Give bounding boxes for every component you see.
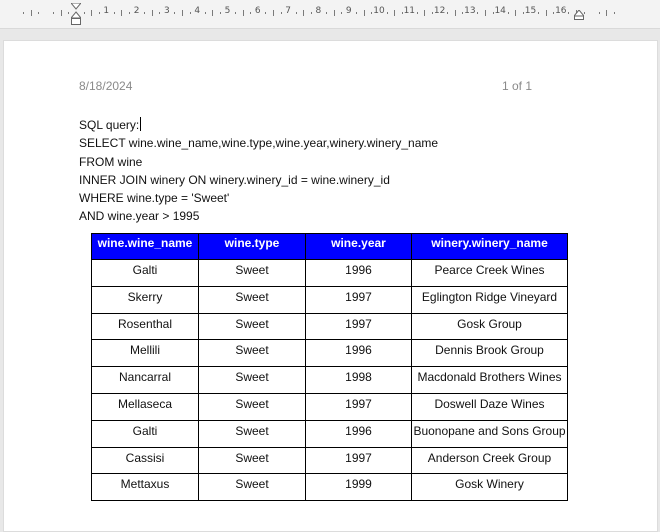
ruler-number: 11 — [403, 6, 416, 16]
ruler-tick — [341, 12, 342, 14]
table-cell: Pearce Creek Wines — [412, 260, 568, 287]
text-cursor — [140, 117, 141, 131]
ruler-tick — [538, 12, 539, 14]
table-cell: 1996 — [306, 420, 412, 447]
column-header: wine.wine_name — [92, 234, 199, 260]
table-cell: 1997 — [306, 286, 412, 313]
table-cell: Buonopane and Sons Group — [412, 420, 568, 447]
ruler-number: 2 — [133, 6, 140, 16]
table-cell: Cassisi — [92, 447, 199, 474]
ruler-tick — [614, 12, 615, 14]
sql-line: WHERE wine.type = 'Sweet' — [79, 191, 230, 206]
ruler-number: 15 — [524, 6, 537, 16]
table-cell: Skerry — [92, 286, 199, 313]
table-cell: Sweet — [199, 286, 306, 313]
ruler-tick — [432, 12, 433, 14]
ruler-tick — [114, 12, 115, 14]
table-cell: 1997 — [306, 393, 412, 420]
table-cell: Gosk Group — [412, 313, 568, 340]
ruler-tick — [303, 10, 304, 16]
ruler-number: 10 — [373, 6, 385, 16]
ruler-number: 7 — [285, 6, 291, 16]
ruler-tick — [417, 12, 418, 14]
ruler-tick — [356, 12, 357, 14]
column-header: wine.type — [199, 234, 306, 260]
ruler-tick — [53, 12, 54, 14]
ruler-tick — [515, 10, 516, 16]
ruler-number: 13 — [464, 6, 476, 16]
table-cell: Eglington Ridge Vineyard — [412, 286, 568, 313]
table-cell: Sweet — [199, 367, 306, 394]
header-date: 8/18/2024 — [79, 79, 133, 93]
sql-line: FROM wine — [79, 154, 143, 169]
table-row — [92, 367, 568, 394]
ruler-tick — [477, 12, 478, 14]
table-cell: Doswell Daze Wines — [412, 393, 568, 420]
ruler-tick — [152, 10, 153, 16]
ruler-tick — [311, 12, 312, 14]
ruler-tick — [23, 12, 24, 14]
table-cell: 1998 — [306, 367, 412, 394]
ruler-tick — [599, 12, 600, 14]
table-row — [92, 260, 568, 287]
horizontal-ruler[interactable] — [0, 0, 660, 29]
ruler-tick — [523, 12, 524, 14]
indent-marker-icon[interactable] — [71, 3, 81, 25]
table-cell: Mellaseca — [92, 393, 199, 420]
ruler-tick — [462, 12, 463, 14]
ruler-tick — [220, 12, 221, 14]
column-header: winery.winery_name — [412, 234, 568, 260]
ruler-tick — [402, 12, 403, 14]
ruler-number: 14 — [494, 6, 506, 16]
ruler-tick — [121, 10, 122, 16]
ruler-number: 8 — [315, 6, 322, 16]
table-cell: Sweet — [199, 447, 306, 474]
ruler-tick — [144, 12, 145, 14]
ruler-number: 4 — [194, 6, 201, 16]
ruler-number: 5 — [224, 6, 231, 16]
ruler-tick — [182, 10, 183, 16]
sql-query-text[interactable] — [79, 116, 438, 226]
ruler-tick — [455, 10, 456, 16]
ruler-tick — [129, 12, 130, 14]
table-row — [92, 474, 568, 501]
ruler-tick — [99, 12, 100, 14]
sql-line: INNER JOIN winery ON winery.winery_id = wine.winery_id — [79, 172, 390, 187]
ruler-number: 9 — [345, 6, 352, 16]
results-table[interactable] — [91, 233, 568, 501]
ruler-tick — [91, 10, 92, 16]
sql-line: SELECT wine.wine_name,wine.type,wine.year,winery.winery_name — [79, 136, 439, 151]
ruler-tick — [387, 12, 388, 14]
ruler-tick — [281, 12, 282, 14]
ruler-tick — [243, 10, 244, 16]
ruler-tick — [61, 10, 62, 16]
table-cell: Galti — [92, 420, 199, 447]
sql-line: AND wine.year > 1995 — [79, 209, 200, 224]
ruler-tick — [205, 12, 206, 14]
ruler-tick — [159, 12, 160, 14]
table-cell: Anderson Creek Group — [412, 447, 568, 474]
table-cell: Gosk Winery — [412, 474, 568, 501]
ruler-tick — [568, 12, 569, 14]
table-cell: Mellili — [92, 340, 199, 367]
ruler-tick — [394, 10, 395, 16]
ruler-tick — [364, 10, 365, 16]
ruler-tick — [38, 12, 39, 14]
table-cell: Sweet — [199, 420, 306, 447]
ruler-tick — [553, 12, 554, 14]
ruler-tick — [84, 12, 85, 14]
ruler-tick — [546, 10, 547, 16]
ruler-tick — [296, 12, 297, 14]
table-cell: Sweet — [199, 393, 306, 420]
table-cell: Sweet — [199, 313, 306, 340]
ruler-tick — [273, 10, 274, 16]
table-cell: 1996 — [306, 260, 412, 287]
table-cell: 1997 — [306, 313, 412, 340]
table-cell: Sweet — [199, 340, 306, 367]
ruler-tick — [485, 10, 486, 16]
ruler-tick — [174, 12, 175, 14]
sql-line: SQL query: — [79, 118, 140, 132]
ruler-number: 12 — [433, 6, 446, 16]
right-indent-marker-icon[interactable] — [574, 10, 584, 20]
ruler-tick — [31, 10, 32, 16]
table-cell: Rosenthal — [92, 313, 199, 340]
ruler-tick — [235, 12, 236, 14]
ruler-tick — [190, 12, 191, 14]
table-row — [92, 393, 568, 420]
ruler-number: 1 — [103, 6, 110, 16]
table-row — [92, 340, 568, 367]
table-header-row — [92, 234, 568, 260]
ruler-number: 16 — [555, 6, 567, 16]
ruler-tick — [606, 10, 607, 16]
table-cell: Sweet — [199, 260, 306, 287]
ruler-tick — [68, 12, 69, 14]
ruler-tick — [508, 12, 509, 14]
table-cell: 1997 — [306, 447, 412, 474]
ruler-tick — [212, 10, 213, 16]
table-cell: Mettaxus — [92, 474, 199, 501]
header-page-indicator: 1 of 1 — [502, 79, 533, 93]
table-cell: 1999 — [306, 474, 412, 501]
ruler-tick — [371, 12, 372, 14]
ruler-tick — [447, 12, 448, 14]
column-header: wine.year — [306, 234, 412, 260]
table-cell: Galti — [92, 260, 199, 287]
ruler-number: 3 — [164, 6, 170, 16]
ruler-tick — [424, 10, 425, 16]
ruler-tick — [265, 12, 266, 14]
ruler-tick — [326, 12, 327, 14]
table-row — [92, 420, 568, 447]
table-cell: Dennis Brook Group — [412, 340, 568, 367]
document-page[interactable] — [3, 40, 658, 532]
ruler-tick — [250, 12, 251, 14]
ruler-tick — [334, 10, 335, 16]
ruler-number: 6 — [254, 6, 261, 16]
table-row — [92, 286, 568, 313]
table-cell: Sweet — [199, 474, 306, 501]
table-row — [92, 447, 568, 474]
table-cell: Macdonald Brothers Wines — [412, 367, 568, 394]
table-cell: Nancarral — [92, 367, 199, 394]
table-cell: 1996 — [306, 340, 412, 367]
table-row — [92, 313, 568, 340]
